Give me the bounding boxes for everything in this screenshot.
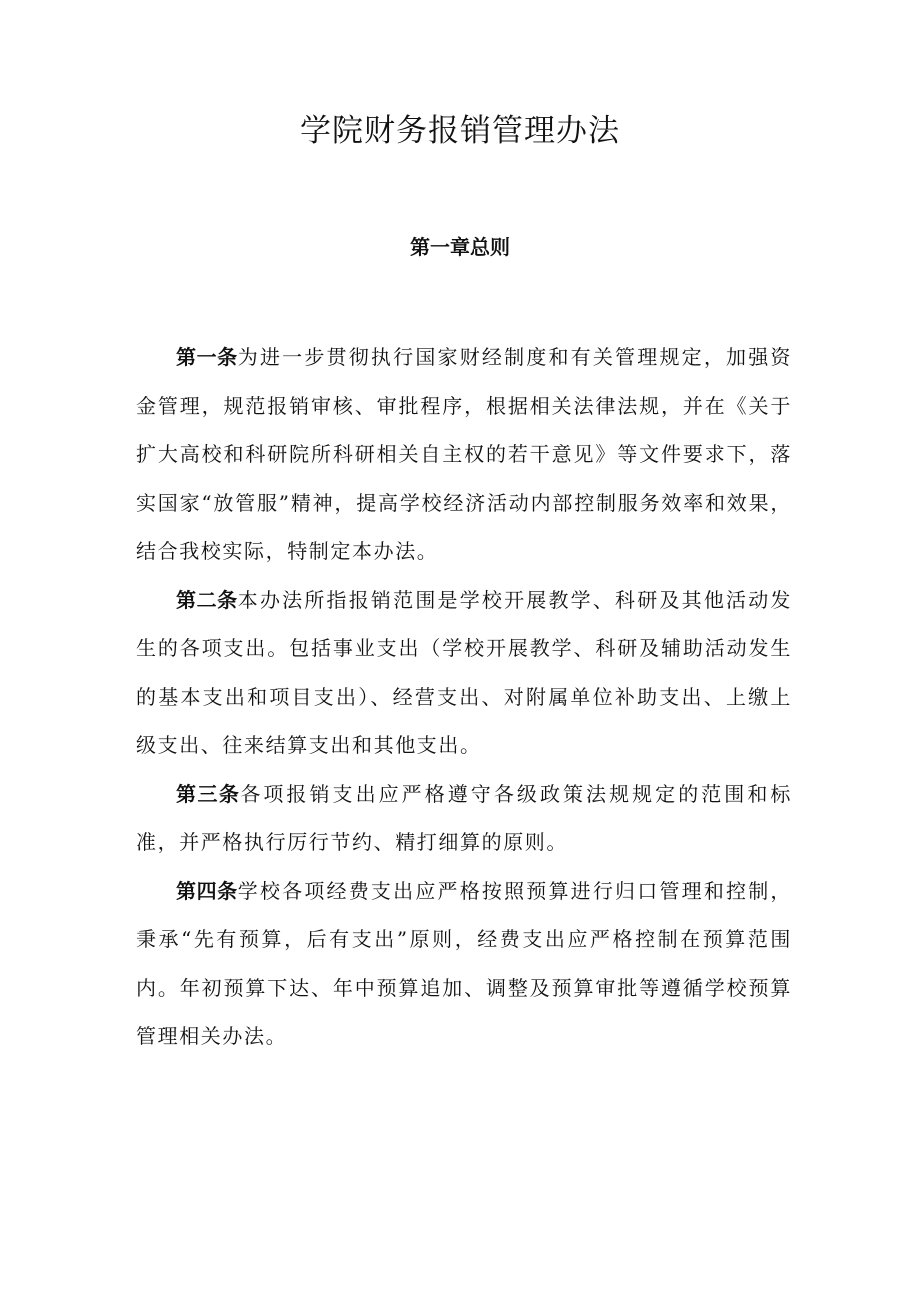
article-text: 各项报销支出应严格遵守各级政策法规规定的范围和标准，并严格执行厉行节约、精打细算的原则。: [136, 781, 792, 854]
article-text: 为进一步贯彻执行国家财经制度和有关管理规定，加强资金管理，规范报销审核、审批程序，根据相关法律法规，并在《关于扩大高校和科研院所科研相关自主权的若干意见》等文件要求下，落实国家“放管服”精神，提高学校经济活动内部控制服务效率和效果，结合我校实际，特制定本办法。: [136, 345, 793, 563]
article-label: 第一条: [176, 345, 238, 369]
article-3: [136, 770, 792, 867]
article-text: 本办法所指报销范围是学校开展教学、科研及其他活动发生的各项支出。包括事业支出（学校开展教学、科研及辅助活动发生的基本支出和项目支出）、经营支出、对附属单位补助支出、上缴上级支出、往来结算支出和其他支出。: [136, 587, 793, 757]
document-title: 学院财务报销管理办法: [300, 113, 620, 149]
article-2: [136, 576, 792, 770]
article-label: 第二条: [176, 587, 238, 612]
article-label: 第三条: [176, 781, 241, 806]
article-text: 学校各项经费支出应严格按照预算进行归口管理和控制，秉承“先有预算，后有支出”原则，经费支出应严格控制在预算范围内。年初预算下达、年中预算追加、调整及预算审批等遵循学校预算管理相关办法。: [136, 878, 793, 1048]
article-label: 第四条: [176, 878, 238, 903]
article-4: [136, 867, 792, 1061]
article-1: [136, 333, 792, 576]
chapter-heading: 第一章总则: [410, 235, 510, 259]
document-body: [136, 333, 792, 1061]
